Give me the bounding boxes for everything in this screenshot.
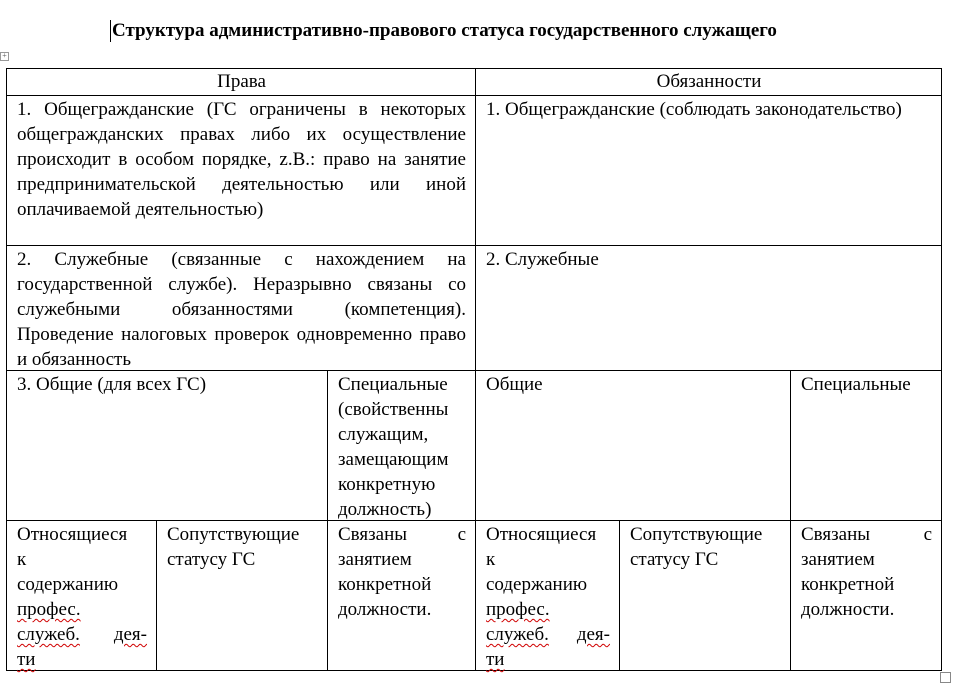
duties-related-cell: Относящиеся к содержанию профес. служеб. дея- ти: [486, 524, 610, 670]
page-title: Структура административно-правового статуса государственного служащего: [112, 20, 777, 41]
table-border-top: [6, 68, 942, 69]
duties-service-cell: 2. Служебные: [486, 249, 599, 270]
duties-civil-cell: 1. Общегражданские (соблюдать законодательство): [486, 99, 902, 120]
header-rights: Права: [217, 71, 266, 92]
rights-service-cell: 2. Служебные (связанные с нахождением на государственной службе). Неразрывно связаны со служебными обязанностями (компетенция). Проведение налоговых проверок одновременно право и обязанность: [17, 249, 466, 370]
table-border-right: [941, 68, 942, 671]
table-resize-handle[interactable]: [940, 672, 951, 683]
rights-general-cell: 3. Общие (для всех ГС): [17, 374, 207, 395]
duties-accompanying-cell: Сопутствующие статусу ГС: [630, 524, 763, 570]
table-move-handle[interactable]: +: [0, 52, 9, 61]
rights-accompanying-cell: Сопутствующие статусу ГС: [167, 524, 300, 570]
duties-general-cell: Общие: [486, 374, 543, 395]
rights-related-cell: Относящиеся к содержанию профес. служеб. дея- ти: [17, 524, 147, 670]
duties-position-cell: Связаны с занятием конкретной должности.: [801, 524, 932, 620]
rights-position-cell: Связаны с занятием конкретной должности.: [338, 524, 466, 620]
header-duties: Обязанности: [656, 71, 762, 92]
duties-special-cell: Специальные: [801, 374, 911, 395]
rights-civil-cell: 1. Общегражданские (ГС ограничены в некоторых общегражданских правах либо их осуществление происходит в особом порядке, z.B.: право на занятие предпринимательской деятельностью или иной оплачиваемой деятельностью): [17, 99, 466, 220]
rights-special-cell: Специальные (свойственны служащим, замещающим конкретную должность): [338, 374, 449, 520]
